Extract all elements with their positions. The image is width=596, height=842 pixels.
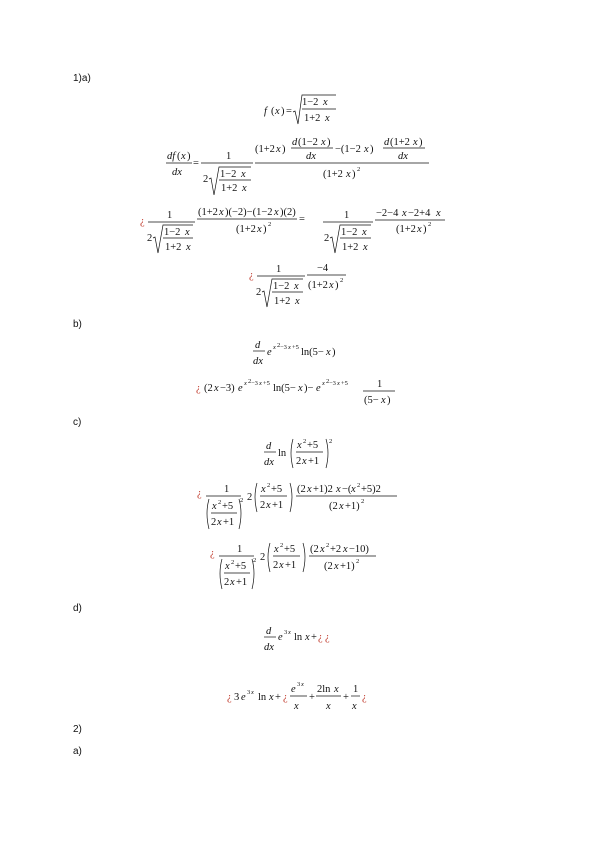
svg-text:x: x — [322, 380, 325, 387]
svg-text:2: 2 — [256, 287, 262, 298]
svg-text:1: 1 — [353, 684, 359, 695]
svg-text:+2: +2 — [330, 544, 342, 555]
svg-text:): ) — [187, 151, 191, 162]
svg-text:e: e — [316, 383, 321, 394]
svg-text:¿: ¿ — [227, 692, 232, 703]
svg-text:x: x — [241, 169, 246, 180]
svg-text:x: x — [181, 151, 186, 162]
svg-text:+1: +1 — [272, 500, 284, 511]
svg-text:x: x — [274, 544, 279, 555]
svg-text:=: = — [299, 214, 305, 225]
svg-text:¿: ¿ — [249, 270, 254, 281]
svg-text:x: x — [288, 344, 291, 351]
svg-text:ln(5−: ln(5− — [301, 347, 324, 358]
equation-c-problem — [262, 434, 342, 472]
svg-text:x: x — [352, 701, 357, 712]
svg-text:x: x — [259, 380, 262, 387]
svg-text:2: 2 — [203, 174, 209, 185]
equation-b-result — [196, 376, 406, 408]
svg-text:2: 2 — [357, 166, 361, 173]
equation-d-result — [227, 680, 377, 716]
svg-text:¿: ¿ — [325, 632, 330, 643]
svg-text:x: x — [307, 484, 312, 495]
svg-text:2: 2 — [268, 221, 272, 228]
svg-text:x: x — [217, 517, 222, 528]
svg-text:+5: +5 — [284, 544, 296, 555]
svg-text:2: 2 — [231, 559, 235, 566]
svg-text:1+2: 1+2 — [221, 183, 238, 194]
svg-text:3: 3 — [247, 689, 251, 696]
svg-text:e: e — [238, 383, 243, 394]
svg-text:e: e — [267, 347, 272, 358]
equation-1a-step-2 — [140, 202, 460, 256]
label-1a: 1)a) — [73, 73, 91, 84]
svg-text:ln: ln — [294, 632, 303, 643]
svg-text:x: x — [185, 227, 190, 238]
svg-text:(1+2: (1+2 — [255, 144, 275, 155]
svg-text:x: x — [325, 113, 330, 124]
svg-text:x: x — [214, 383, 219, 394]
equation-1a-definition — [262, 92, 342, 128]
svg-text:1: 1 — [167, 210, 173, 221]
svg-text:2: 2 — [224, 577, 230, 588]
svg-text:2: 2 — [326, 542, 330, 549]
svg-text:x: x — [362, 227, 367, 238]
svg-text:(1+2: (1+2 — [396, 224, 416, 235]
equation-c-step-1 — [197, 478, 402, 534]
label-2: 2) — [73, 724, 82, 735]
svg-text:3: 3 — [284, 629, 288, 636]
svg-text:−2−4: −2−4 — [376, 208, 399, 219]
svg-text:1+2: 1+2 — [304, 113, 321, 124]
svg-text:+1: +1 — [223, 517, 235, 528]
svg-text:x: x — [279, 560, 284, 571]
svg-text:3: 3 — [297, 681, 301, 688]
svg-text:(1+2: (1+2 — [390, 137, 410, 148]
svg-text:2: 2 — [326, 378, 330, 385]
svg-text:x: x — [343, 544, 348, 555]
svg-text:x: x — [261, 484, 266, 495]
svg-text:1: 1 — [377, 379, 383, 390]
svg-text:2: 2 — [329, 438, 333, 445]
svg-text:): ) — [352, 169, 356, 180]
svg-text:x: x — [294, 701, 299, 712]
svg-text:(5−: (5− — [364, 395, 379, 406]
svg-text:+: + — [275, 692, 281, 703]
svg-text:x: x — [334, 684, 339, 695]
svg-text:x: x — [295, 296, 300, 307]
svg-text:x: x — [334, 561, 339, 572]
svg-text:): ) — [419, 137, 423, 148]
svg-text:1: 1 — [226, 151, 232, 162]
svg-text:)(−2)−(1−2: )(−2)−(1−2 — [225, 207, 273, 218]
svg-text:(2: (2 — [204, 383, 213, 394]
svg-text:x: x — [269, 692, 274, 703]
svg-text:(1+2: (1+2 — [323, 169, 343, 180]
svg-text:): ) — [370, 144, 374, 155]
svg-text:dx: dx — [398, 151, 408, 162]
label-b: b) — [73, 319, 82, 330]
svg-text:x: x — [230, 577, 235, 588]
svg-text:−3: −3 — [251, 380, 258, 387]
svg-text:3: 3 — [234, 692, 240, 703]
svg-text:2: 2 — [218, 499, 222, 506]
svg-text:1−2: 1−2 — [273, 281, 290, 292]
svg-text:1: 1 — [276, 264, 282, 275]
svg-text:(1+2: (1+2 — [236, 224, 256, 235]
svg-text:1−2: 1−2 — [341, 227, 358, 238]
svg-text:): ) — [335, 280, 339, 291]
svg-text:1+2: 1+2 — [342, 242, 359, 253]
svg-text:2: 2 — [253, 557, 257, 564]
svg-text:): ) — [332, 347, 336, 358]
svg-text:+5: +5 — [235, 561, 247, 572]
svg-text:¿: ¿ — [140, 216, 145, 227]
svg-text:x: x — [225, 561, 230, 572]
svg-text:(2: (2 — [297, 484, 306, 495]
svg-text:x: x — [302, 456, 307, 467]
svg-text:2: 2 — [260, 552, 266, 563]
svg-text:): ) — [282, 144, 286, 155]
svg-text:x: x — [402, 208, 407, 219]
svg-text:dx: dx — [264, 457, 274, 468]
svg-text:x: x — [219, 207, 224, 218]
svg-text:2: 2 — [267, 482, 271, 489]
svg-text:+5: +5 — [222, 501, 234, 512]
svg-text:dx: dx — [172, 167, 182, 178]
svg-text:−3: −3 — [280, 344, 287, 351]
svg-text:−4: −4 — [317, 263, 329, 274]
svg-text:2: 2 — [280, 542, 284, 549]
svg-text:+1: +1 — [236, 577, 248, 588]
label-c: c) — [73, 417, 82, 428]
svg-text:): ) — [281, 106, 285, 117]
svg-text:2: 2 — [277, 342, 281, 349]
svg-text:(1+2: (1+2 — [198, 207, 218, 218]
svg-text:+: + — [311, 632, 317, 643]
svg-text:+5: +5 — [307, 440, 319, 451]
svg-text:+1: +1 — [285, 560, 297, 571]
svg-text:ln: ln — [278, 448, 287, 459]
svg-text:x: x — [251, 689, 254, 696]
svg-text:(1+2: (1+2 — [308, 280, 328, 291]
svg-text:x: x — [257, 224, 262, 235]
svg-text:x: x — [244, 380, 247, 387]
svg-text:x: x — [305, 632, 310, 643]
svg-text:(2: (2 — [324, 561, 333, 572]
svg-text:2: 2 — [147, 233, 153, 244]
svg-text:x: x — [413, 137, 418, 148]
svg-text:x: x — [326, 701, 331, 712]
svg-text:−2+4: −2+4 — [408, 208, 431, 219]
svg-text:x: x — [297, 440, 302, 451]
equation-1a-result — [249, 258, 359, 310]
svg-text:2: 2 — [324, 233, 330, 244]
svg-text:+5: +5 — [271, 484, 283, 495]
svg-text:x: x — [242, 183, 247, 194]
svg-text:¿: ¿ — [197, 488, 202, 499]
svg-text:=: = — [286, 106, 292, 117]
svg-text:1+2: 1+2 — [274, 296, 291, 307]
label-2a: a) — [73, 746, 82, 757]
svg-text:)(2): )(2) — [280, 207, 296, 218]
svg-text:1: 1 — [237, 544, 243, 555]
svg-text:x: x — [363, 242, 368, 253]
svg-text:(: ( — [177, 151, 181, 162]
svg-text:(1−2: (1−2 — [298, 137, 318, 148]
svg-text:x: x — [266, 500, 271, 511]
equation-d-problem — [262, 622, 342, 654]
svg-text:x: x — [321, 137, 326, 148]
svg-text:x: x — [346, 169, 351, 180]
svg-text:2: 2 — [248, 378, 252, 385]
svg-text:+1)2: +1)2 — [313, 484, 333, 495]
svg-text:2: 2 — [211, 517, 217, 528]
svg-text:−3): −3) — [220, 383, 235, 394]
svg-text:+5)2: +5)2 — [361, 484, 381, 495]
svg-text:x: x — [301, 681, 304, 688]
svg-text:2: 2 — [296, 456, 302, 467]
svg-text:)−: )− — [304, 383, 314, 394]
svg-text:2: 2 — [260, 500, 266, 511]
svg-text:+1: +1 — [308, 456, 320, 467]
svg-text:1: 1 — [344, 210, 350, 221]
svg-text:d: d — [266, 626, 272, 637]
svg-text:2: 2 — [273, 560, 279, 571]
svg-text:x: x — [337, 380, 340, 387]
svg-text:e: e — [291, 684, 296, 695]
svg-text:x: x — [436, 208, 441, 219]
svg-text:2: 2 — [303, 438, 307, 445]
svg-text:x: x — [294, 281, 299, 292]
svg-text:x: x — [351, 484, 356, 495]
svg-text:−(: −( — [342, 484, 352, 495]
equation-1a-derivative — [163, 132, 438, 198]
svg-text:+5: +5 — [341, 380, 348, 387]
svg-text:+1): +1) — [345, 501, 360, 512]
svg-text:−3: −3 — [329, 380, 336, 387]
svg-text:): ) — [263, 224, 267, 235]
svg-text:+1): +1) — [340, 561, 355, 572]
svg-text:1+2: 1+2 — [165, 242, 182, 253]
svg-text:x: x — [274, 207, 279, 218]
svg-text:¿: ¿ — [210, 548, 215, 559]
svg-text:=: = — [193, 158, 199, 169]
svg-text:d: d — [384, 137, 390, 148]
svg-text:x: x — [339, 501, 344, 512]
svg-text:x: x — [288, 629, 291, 636]
svg-text:f: f — [264, 106, 267, 117]
svg-text:2: 2 — [357, 482, 361, 489]
svg-text:ln(5−: ln(5− — [273, 383, 296, 394]
svg-text:x: x — [381, 395, 386, 406]
svg-text:df: df — [167, 151, 176, 162]
svg-text:d: d — [292, 137, 298, 148]
svg-text:(: ( — [271, 106, 275, 117]
svg-text:2: 2 — [247, 492, 253, 503]
svg-text:): ) — [387, 395, 391, 406]
svg-text:x: x — [364, 144, 369, 155]
svg-text:+: + — [309, 692, 315, 703]
svg-text:x: x — [186, 242, 191, 253]
svg-text:1−2: 1−2 — [220, 169, 237, 180]
svg-text:−(1−2: −(1−2 — [335, 144, 361, 155]
svg-text:e: e — [278, 632, 283, 643]
equation-c-step-2 — [210, 538, 390, 594]
svg-text:): ) — [423, 224, 427, 235]
label-d: d) — [73, 603, 82, 614]
svg-text:x: x — [417, 224, 422, 235]
svg-text:ln: ln — [258, 692, 267, 703]
svg-text:dx: dx — [264, 642, 274, 653]
svg-text:x: x — [323, 97, 328, 108]
svg-text:x: x — [336, 484, 341, 495]
svg-text:d: d — [266, 441, 272, 452]
svg-text:1: 1 — [224, 484, 230, 495]
svg-text:−10): −10) — [349, 544, 369, 555]
svg-text:2: 2 — [340, 277, 344, 284]
svg-text:+5: +5 — [263, 380, 270, 387]
svg-text:+5: +5 — [292, 344, 299, 351]
svg-text:): ) — [327, 137, 331, 148]
svg-text:x: x — [298, 383, 303, 394]
svg-text:2: 2 — [361, 498, 365, 505]
svg-text:x: x — [276, 144, 281, 155]
svg-text:x: x — [326, 347, 331, 358]
svg-text:1−2: 1−2 — [164, 227, 181, 238]
svg-text:x: x — [329, 280, 334, 291]
svg-text:1−2: 1−2 — [302, 97, 319, 108]
equation-b-problem — [251, 336, 351, 370]
svg-text:d: d — [255, 340, 261, 351]
svg-text:x: x — [212, 501, 217, 512]
svg-text:2: 2 — [356, 558, 360, 565]
svg-text:dx: dx — [253, 356, 263, 367]
svg-text:x: x — [275, 106, 280, 117]
svg-text:2: 2 — [428, 221, 432, 228]
svg-text:x: x — [320, 544, 325, 555]
svg-text:¿: ¿ — [362, 692, 367, 703]
svg-text:(2: (2 — [329, 501, 338, 512]
svg-text:¿: ¿ — [283, 692, 288, 703]
svg-text:e: e — [241, 692, 246, 703]
svg-text:x: x — [273, 344, 276, 351]
svg-text:2: 2 — [240, 497, 244, 504]
svg-text:(2: (2 — [310, 544, 319, 555]
svg-text:dx: dx — [306, 151, 316, 162]
svg-text:+: + — [343, 692, 349, 703]
svg-text:¿: ¿ — [318, 632, 323, 643]
svg-text:¿: ¿ — [196, 383, 201, 394]
svg-text:2ln: 2ln — [317, 684, 331, 695]
